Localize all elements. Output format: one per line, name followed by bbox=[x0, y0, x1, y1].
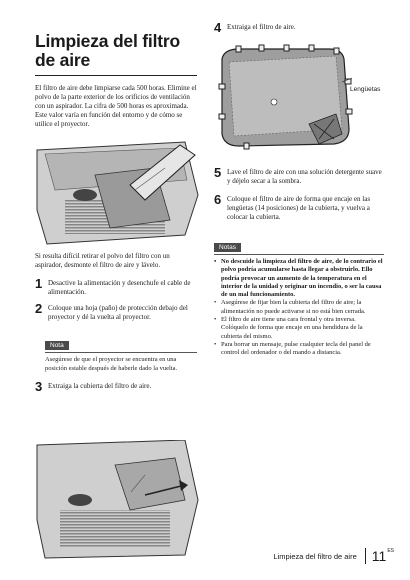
notas-item-text: No descuide la limpieza del filtro de aire, de lo contrario el polvo podría acumularse hasta llegar a obstruirlo. Ello podría provocar un aumento de la temperatura en el interior de la unidad y originar un incendio, o ser la causa de un mal funcionamiento. bbox=[221, 258, 383, 299]
notas-label: Notas bbox=[214, 243, 241, 252]
left-column-steps bbox=[35, 252, 197, 393]
notas-divider bbox=[214, 254, 384, 358]
notas-item: • No descuide la limpieza del filtro de aire, de lo contrario el polvo podría acumularse hasta llegar a obstruirlo. Ello podría provocar un aumento de la temperatura en el interior de la unidad y originar un incendio, o ser la causa de un mal funcionamiento. bbox=[214, 258, 383, 299]
nota-box bbox=[35, 330, 197, 373]
step-3 bbox=[35, 381, 197, 393]
step-number: 4 bbox=[214, 20, 222, 35]
step-2 bbox=[35, 303, 197, 322]
language-code: ES bbox=[387, 548, 394, 554]
step-text: Coloque el filtro de aire de forma que encaje en las lengüetas (14 posiciones) de la cubierta, y vuelva a colocar la cubierta. bbox=[227, 195, 371, 221]
step-5 bbox=[214, 167, 384, 186]
step-text: Extraiga el filtro de aire. bbox=[227, 23, 296, 31]
notas-item: • Para borrar un mensaje, pulse cualquier tecla del panel de control del ordenador o del mando a distancia. bbox=[214, 341, 384, 358]
page-number-value: 11 bbox=[371, 548, 387, 564]
notas-item: • Asegúrese de fijar bien la cubierta del filtro de aire; la alimentación no puede activarse si no está bien cerrada. bbox=[214, 299, 384, 316]
intro-paragraph: El filtro de aire debe limpiarse cada 500 horas. Elimine el polvo de la parte exterior de los orificios de ventilación con un aspirador. La cifra de 500 horas es aproximada. Este valor varía en función del entorno y de cómo se utilice el proyector. bbox=[35, 84, 197, 128]
page-title: Limpieza del filtro de aire bbox=[35, 32, 197, 76]
step-number: 2 bbox=[35, 301, 43, 316]
step-6 bbox=[214, 194, 384, 222]
page-footer bbox=[273, 548, 394, 564]
figure-remove-cover bbox=[35, 440, 200, 560]
nota-label: Nota bbox=[45, 341, 69, 350]
nota-text: Asegúrese de que el proyector se encuentra en una posición estable después de haberle dado la vuelta. bbox=[45, 356, 178, 372]
step-number: 3 bbox=[35, 379, 43, 394]
footer-title: Limpieza del filtro de aire bbox=[273, 551, 357, 561]
notas-item-text: El filtro de aire tiene una cara frontal y otra inversa. Colóquelo de forma que encaje en una hendidura de la cubierta del mismo. bbox=[221, 316, 363, 340]
notas-item: • El filtro de aire tiene una cara frontal y otra inversa. Colóquelo de forma que encaje en una hendidura de la cubierta del mismo. bbox=[214, 316, 384, 341]
step-text: Coloque una hoja (paño) de protección debajo del proyector y dé la vuelta al proyector. bbox=[48, 304, 188, 321]
notas-section bbox=[214, 236, 384, 358]
step-number: 6 bbox=[214, 192, 222, 207]
nota-divider bbox=[45, 352, 197, 373]
notas-item-text: Asegúrese de fijar bien la cubierta del filtro de aire; la alimentación no puede activarse si no está bien cerrada. bbox=[221, 299, 366, 315]
figure-air-filter bbox=[214, 44, 394, 154]
right-column-top bbox=[214, 22, 384, 34]
mid-paragraph: Si resulta difícil retirar el polvo del filtro con un aspirador, desmonte el filtro de aire y lávelo. bbox=[35, 252, 170, 269]
page-number bbox=[365, 548, 394, 564]
left-column bbox=[35, 32, 197, 129]
step-1 bbox=[35, 278, 197, 297]
notas-item-text: Para borrar un mensaje, pulse cualquier tecla del panel de control del ordenador o del mando a distancia. bbox=[221, 340, 371, 357]
step-text: Lave el filtro de aire con una solución detergente suave y déjelo secar a la sombra. bbox=[227, 168, 382, 185]
figure-vacuum-cleaning bbox=[35, 140, 200, 245]
step-number: 1 bbox=[35, 276, 43, 291]
step-4 bbox=[214, 22, 384, 34]
step-text: Extraiga la cubierta del filtro de aire. bbox=[48, 382, 152, 390]
step-text: Desactive la alimentación y desenchufe el cable de alimentación. bbox=[48, 279, 191, 296]
right-column-steps bbox=[214, 162, 384, 358]
step-number: 5 bbox=[214, 165, 222, 180]
lenguetas-label: Lengüetas bbox=[350, 86, 381, 93]
